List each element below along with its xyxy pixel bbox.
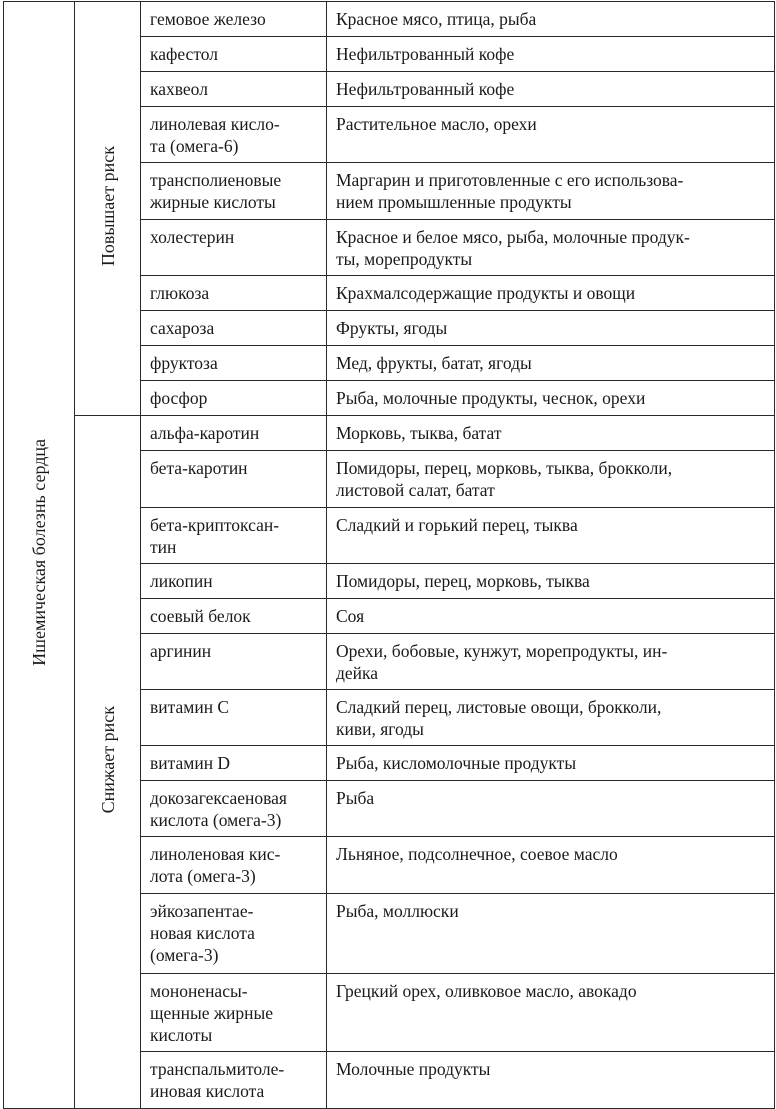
disease-label: Ишемическая болезнь сердца [29,439,49,666]
factor-cell: гемовое железо [141,2,327,37]
food-sources-cell: Красное и белое мясо, рыба, молочные продук- ты, морепродукты [327,220,775,276]
food-sources-cell: Грецкий орех, оливковое масло, авокадо [327,974,775,1052]
food-sources-cell: Соя [327,599,775,634]
food-sources-cell: Льняное, подсолнечное, соевое масло [327,837,775,894]
factor-cell: соевый белок [141,599,327,634]
table-row [4,2,775,37]
factor-cell: аргинин [141,634,327,690]
risk-group-label: Повышает риск [97,145,118,267]
food-sources-cell: Помидоры, перец, морковь, тыква, брокколи, листовой салат, батат [327,451,775,508]
food-sources-cell: Рыба, моллюски [327,894,775,974]
factor-cell: фосфор [141,381,327,416]
factor-cell: витамин С [141,690,327,746]
food-sources-cell: Сладкий перец, листовые овощи, брокколи, киви, ягоды [327,690,775,746]
food-sources-cell: Орехи, бобовые, кунжут, морепродукты, ин- дейка [327,634,775,690]
food-sources-cell: Помидоры, перец, морковь, тыква [327,564,775,599]
food-sources-cell: Рыба [327,781,775,837]
factor-cell: кахвеол [141,72,327,107]
food-sources-cell: Нефильтрованный кофе [327,72,775,107]
factor-cell: линолевая кисло- та (омега-6) [141,107,327,163]
factor-cell: трансполиеновые жирные кислоты [141,163,327,220]
food-sources-cell: Крахмалсодержащие продукты и овощи [327,276,775,311]
factor-cell: транспальмитоле- иновая кислота [141,1052,327,1109]
risk-group-label: Снижает риск [97,705,118,814]
food-sources-cell: Нефильтрованный кофе [327,37,775,72]
food-sources-cell: Морковь, тыква, батат [327,416,775,451]
factor-cell: линоленовая кис- лота (омега-3) [141,837,327,894]
risk-group-cell [75,416,141,1109]
food-sources-cell: Фрукты, ягоды [327,311,775,346]
food-sources-cell: Растительное масло, орехи [327,107,775,163]
food-sources-cell: Мед, фрукты, батат, ягоды [327,346,775,381]
factor-cell: кафестол [141,37,327,72]
factor-cell: фруктоза [141,346,327,381]
factor-cell: глюкоза [141,276,327,311]
food-sources-cell: Маргарин и приготовленные с его использова- нием промышленные продукты [327,163,775,220]
table-row [4,416,775,451]
factor-cell: мононенасы- щенные жирные кислоты [141,974,327,1052]
food-sources-cell: Рыба, молочные продукты, чеснок, орехи [327,381,775,416]
disease-cell [4,2,75,1109]
factor-cell: ликопин [141,564,327,599]
factor-cell: альфа-каротин [141,416,327,451]
table-body [4,2,775,1109]
food-sources-cell: Рыба, кисломолочные продукты [327,746,775,781]
factor-cell: докозагексаеновая кислота (омега-3) [141,781,327,837]
factor-cell: бета-криптоксан- тин [141,508,327,564]
food-sources-cell: Красное мясо, птица, рыба [327,2,775,37]
risk-group-cell [75,2,141,416]
factor-cell: бета-каротин [141,451,327,508]
factor-cell: холестерин [141,220,327,276]
factor-cell: эйкозапентае- новая кислота (омега-3) [141,894,327,974]
factor-cell: сахароза [141,311,327,346]
food-sources-cell: Молочные продукты [327,1052,775,1109]
nutrient-risk-table [3,1,775,1109]
factor-cell: витамин D [141,746,327,781]
food-sources-cell: Сладкий и горький перец, тыква [327,508,775,564]
